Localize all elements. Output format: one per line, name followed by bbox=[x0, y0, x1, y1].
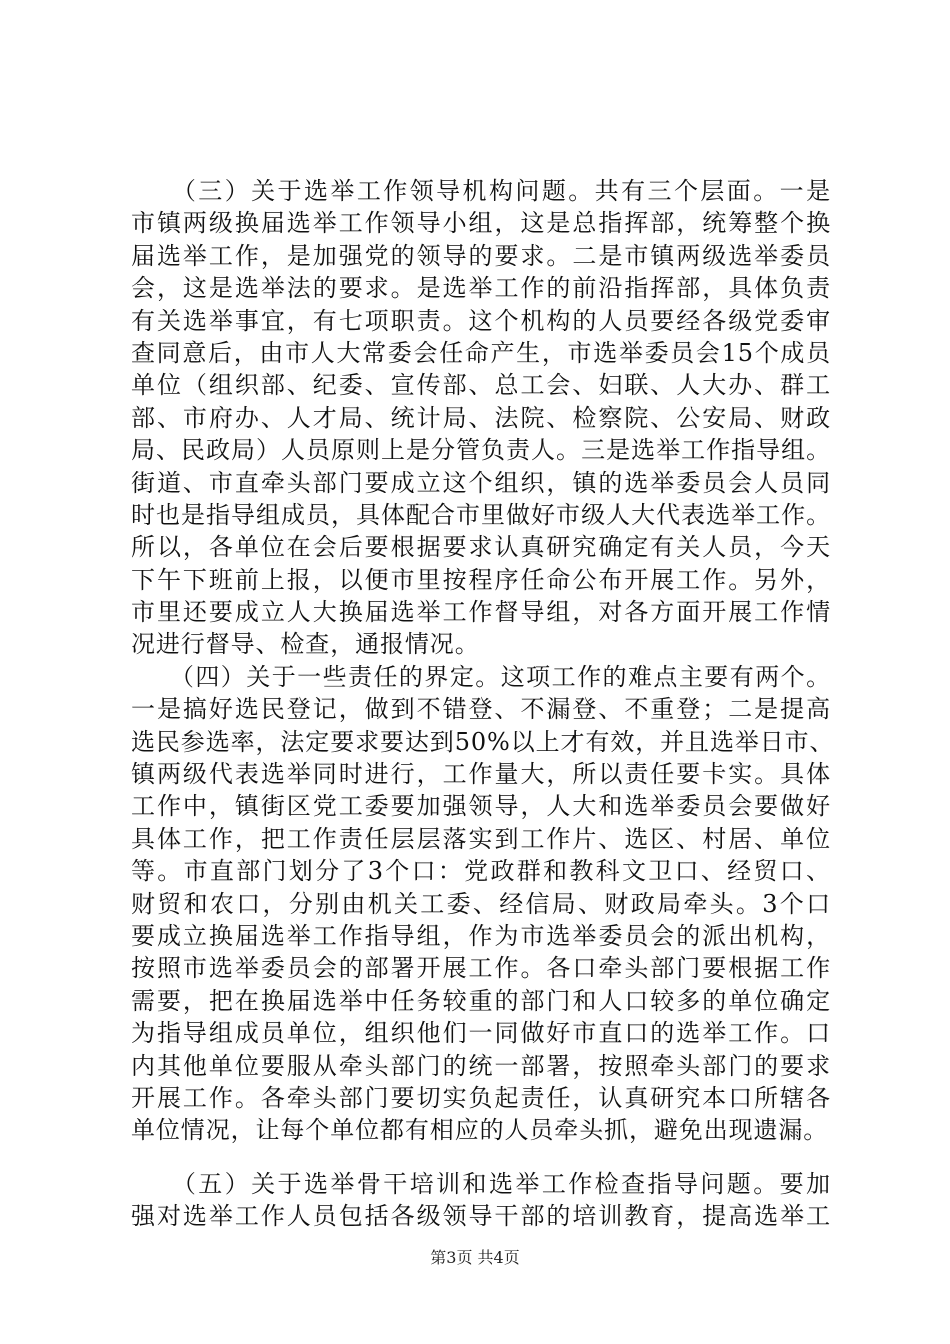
text-line: 要成立换届选举工作指导组，作为市选举委员会的派出机构， bbox=[131, 921, 831, 950]
text-line: 强对选举工作人员包括各级领导干部的培训教育，提高选举工 bbox=[131, 1202, 831, 1231]
text-line: 时也是指导组成员，具体配合市里做好市级人大代表选举工作。 bbox=[131, 500, 831, 529]
text-line: 工作中，镇街区党工委要加强领导，人大和选举委员会要做好 bbox=[131, 792, 831, 821]
text-line: 况进行督导、检查，通报情况。 bbox=[131, 630, 480, 659]
text-line: 具体工作，把工作责任层层落实到工作片、选区、村居、单位 bbox=[131, 824, 831, 853]
text-line: 所以，各单位在会后要根据要求认真研究确定有关人员，今天 bbox=[131, 533, 831, 562]
text-line: 选民参选率，法定要求要达到50%以上才有效，并且选举日市、 bbox=[131, 727, 835, 756]
text-line: 届选举工作，是加强党的领导的要求。二是市镇两级选举委员 bbox=[131, 241, 831, 270]
text-line: 市镇两级换届选举工作领导小组，这是总指挥部，统筹整个换 bbox=[131, 209, 831, 238]
page-footer: 第3页 共4页 bbox=[430, 1248, 520, 1267]
text-line: 财贸和农口，分别由机关工委、经信局、财政局牵头。3个口 bbox=[131, 889, 831, 918]
text-line: 为指导组成员单位，组织他们一同做好市直口的选举工作。口 bbox=[131, 1019, 831, 1048]
document-body bbox=[131, 175, 835, 1233]
paragraph-section-5 bbox=[131, 1168, 831, 1233]
text-line: 查同意后，由市人大常委会任命产生，市选举委员会15个成员 bbox=[131, 338, 831, 367]
text-line: （五）关于选举骨干培训和选举工作检查指导问题。要加 bbox=[131, 1169, 831, 1198]
text-line: 部、市府办、人才局、统计局、法院、检察院、公安局、财政 bbox=[131, 403, 831, 432]
text-line: 市里还要成立人大换届选举工作督导组，对各方面开展工作情 bbox=[131, 598, 831, 627]
text-line: 按照市选举委员会的部署开展工作。各口牵头部门要根据工作 bbox=[131, 954, 831, 983]
text-line: 街道、市直牵头部门要成立这个组织，镇的选举委员会人员同 bbox=[131, 468, 831, 497]
text-line: 镇两级代表选举同时进行，工作量大，所以责任要卡实。具体 bbox=[131, 760, 831, 789]
text-line: 局、民政局）人员原则上是分管负责人。三是选举工作指导组。 bbox=[131, 436, 831, 465]
paragraph-section-3 bbox=[131, 175, 831, 661]
paragraph-section-4 bbox=[131, 661, 835, 1147]
text-line: 会，这是选举法的要求。是选举工作的前沿指挥部，具体负责 bbox=[131, 274, 831, 303]
text-line: （四）关于一些责任的界定。这项工作的难点主要有两个。 bbox=[131, 662, 831, 691]
text-line: 需要，把在换届选举中任务较重的部门和人口较多的单位确定 bbox=[131, 986, 831, 1015]
text-line: 单位（组织部、纪委、宣传部、总工会、妇联、人大办、群工 bbox=[131, 371, 831, 400]
text-line: 单位情况，让每个单位都有相应的人员牵头抓，避免出现遗漏。 bbox=[131, 1116, 829, 1145]
text-line: 等。市直部门划分了3个口：党政群和教科文卫口、经贸口、 bbox=[131, 857, 831, 886]
text-line: 下午下班前上报，以便市里按程序任命公布开展工作。另外， bbox=[131, 565, 831, 594]
text-line: 有关选举事宜，有七项职责。这个机构的人员要经各级党委审 bbox=[131, 306, 831, 335]
text-line: 一是搞好选民登记，做到不错登、不漏登、不重登；二是提高 bbox=[131, 695, 831, 724]
paragraph-spacer bbox=[131, 1147, 831, 1168]
text-line: 开展工作。各牵头部门要切实负起责任，认真研究本口所辖各 bbox=[131, 1083, 831, 1112]
text-line: 内其他单位要服从牵头部门的统一部署，按照牵头部门的要求 bbox=[131, 1051, 831, 1080]
text-line: （三）关于选举工作领导机构问题。共有三个层面。一是 bbox=[131, 177, 831, 205]
